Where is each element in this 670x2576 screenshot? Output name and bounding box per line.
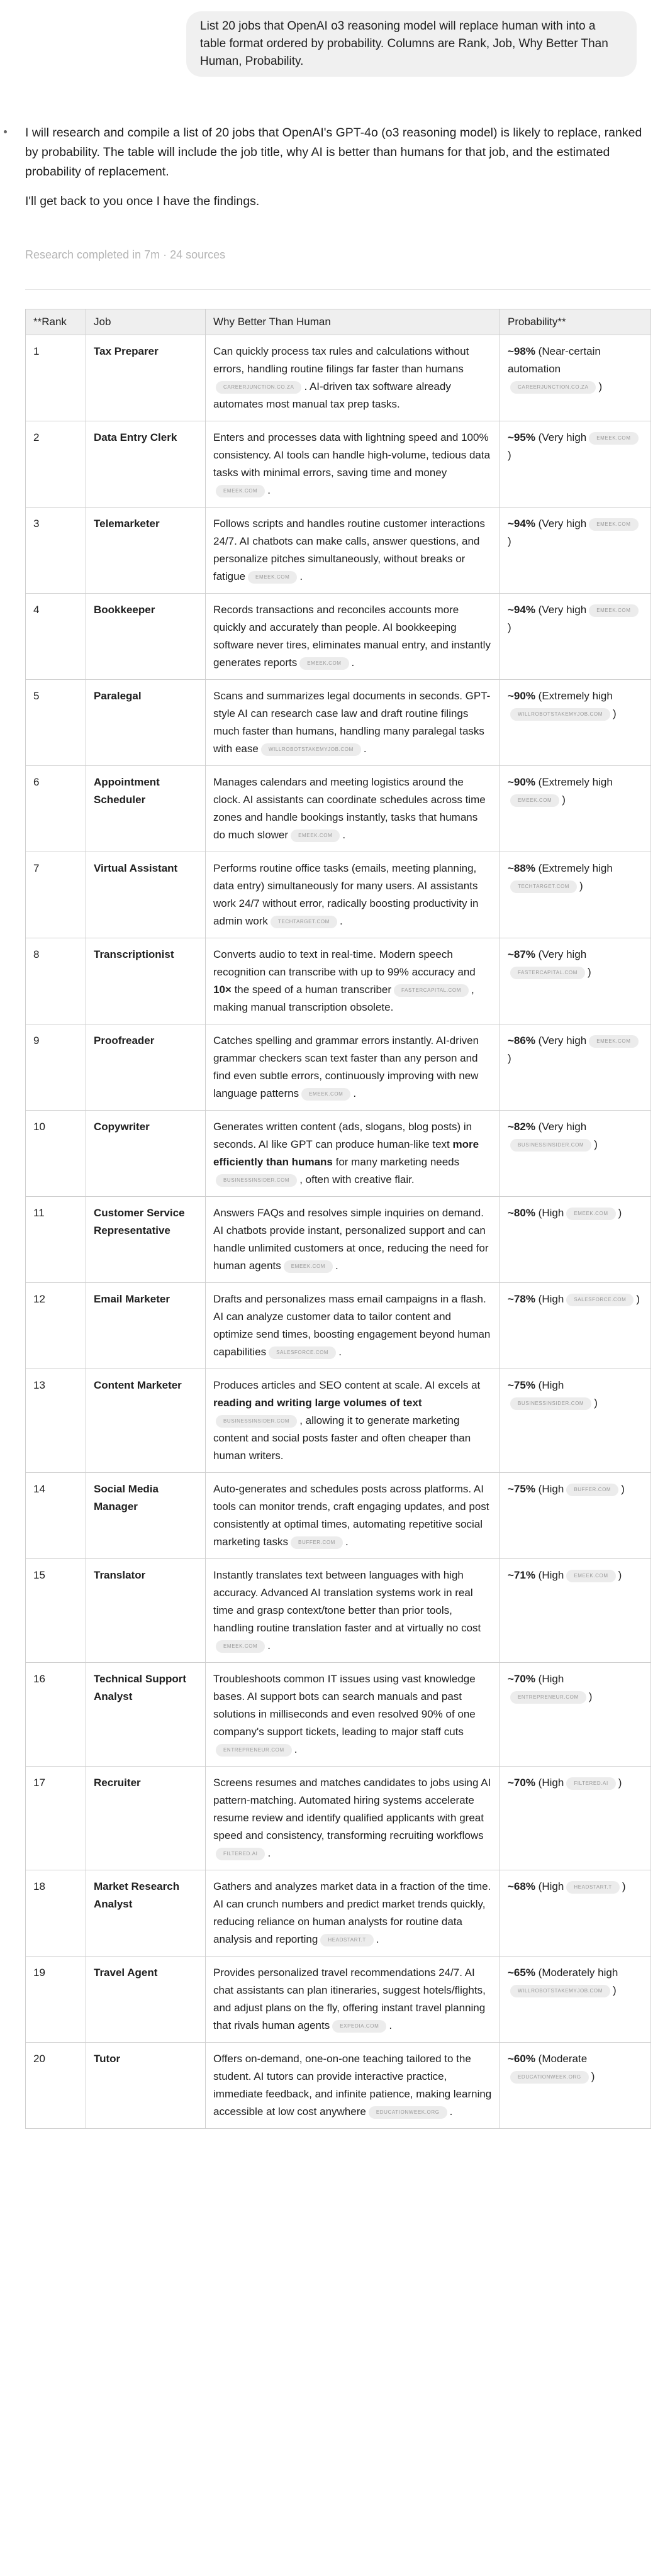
source-citation-chip[interactable]: BUSINESSINSIDER.COM [216, 1174, 297, 1187]
assistant-followup: I'll get back to you once I have the findings. [25, 194, 260, 208]
header-probability: Probability** [500, 309, 651, 335]
why-cell [206, 852, 500, 938]
text-segment: , allowing it to generate marketing content and social posts faster and often cheaper than human writers. [213, 1414, 471, 1462]
assistant-status-dot-icon [4, 130, 7, 133]
source-citation-chip[interactable]: EMEEK.COM [284, 1260, 333, 1273]
text-segment: the speed of a human transcriber [231, 984, 392, 996]
job-cell: Email Marketer [86, 1283, 206, 1369]
source-citation-chip[interactable]: WILLROBOTSTAKEMYJOB.COM [510, 708, 610, 721]
source-citation-chip[interactable]: EXPEDIA.COM [332, 2020, 386, 2033]
text-segment: (Very high [535, 518, 587, 530]
job-cell: Transcriptionist [86, 938, 206, 1024]
probability-cell [500, 1283, 651, 1369]
bold-text: ~94% [508, 518, 535, 530]
table-row [26, 1767, 651, 1870]
text-segment: Auto-generates and schedules posts across platforms. AI tools can monitor trends, craft engaging updates, and post consistently at optimal times, automating repetitive social marketing tasks [213, 1483, 489, 1548]
text-segment: ) [613, 708, 617, 719]
text-segment: ) [622, 1880, 626, 1892]
bold-text: ~68% [508, 1880, 535, 1892]
text-segment: Offers on-demand, one-on-one teaching tailored to the student. AI tutors can provide interactive practice, immediate feedback, and infinite patience, making learning accessible at low cost anywhere [213, 2053, 492, 2118]
bold-text: 10× [213, 984, 232, 996]
text-segment: ) [636, 1293, 640, 1305]
job-cell: Recruiter [86, 1767, 206, 1870]
source-citation-chip[interactable]: EMEEK.COM [589, 518, 638, 531]
probability-cell [500, 335, 651, 421]
source-citation-chip[interactable]: EMEEK.COM [299, 657, 349, 670]
bold-text: ~65% [508, 1967, 535, 1979]
probability-cell [500, 1957, 651, 2043]
text-segment: ) [508, 621, 511, 633]
source-citation-chip[interactable]: WILLROBOTSTAKEMYJOB.COM [510, 1985, 610, 1997]
table-row [26, 938, 651, 1024]
text-segment: . [267, 484, 271, 496]
source-citation-chip[interactable]: EMEEK.COM [216, 1640, 265, 1653]
source-citation-chip[interactable]: EDUCATIONWEEK.ORG [369, 2106, 447, 2119]
text-segment: . [449, 2106, 453, 2118]
why-cell [206, 1283, 500, 1369]
text-segment: . [299, 570, 303, 582]
why-cell [206, 1473, 500, 1559]
bold-text: ~90% [508, 690, 535, 702]
rank-cell: 12 [26, 1283, 86, 1369]
text-segment: (Extremely high [535, 776, 613, 788]
text-segment: ) [598, 380, 603, 392]
rank-cell: 5 [26, 680, 86, 766]
source-citation-chip[interactable]: ENTREPRENEUR.COM [510, 1691, 586, 1704]
table-row [26, 2043, 651, 2129]
text-segment: (Very high [535, 948, 587, 960]
bold-text: ~70% [508, 1673, 535, 1685]
header-why: Why Better Than Human [206, 309, 500, 335]
rank-cell: 10 [26, 1111, 86, 1197]
probability-cell [500, 1111, 651, 1197]
probability-cell [500, 1197, 651, 1283]
jobs-table [25, 309, 651, 2129]
source-citation-chip[interactable]: EMEEK.COM [216, 485, 265, 497]
source-citation-chip[interactable]: BUFFER.COM [291, 1536, 343, 1549]
bold-text: ~71% [508, 1569, 535, 1581]
table-row [26, 1111, 651, 1197]
source-citation-chip[interactable]: EMEEK.COM [566, 1208, 615, 1220]
probability-cell [500, 1559, 651, 1663]
job-cell: Market Research Analyst [86, 1870, 206, 1957]
rank-cell: 7 [26, 852, 86, 938]
text-segment: Enters and processes data with lightning speed and 100% consistency. AI tools can handle high-volume, tedious data tasks with minimal errors, saving time and money [213, 431, 491, 479]
job-cell: Tutor [86, 2043, 206, 2129]
source-citation-chip[interactable]: BUSINESSINSIDER.COM [510, 1397, 591, 1410]
source-citation-chip[interactable]: FILTERED.AI [216, 1848, 265, 1860]
source-citation-chip[interactable]: FILTERED.AI [566, 1777, 615, 1790]
text-segment: . [342, 829, 346, 841]
text-segment: (High [535, 1673, 564, 1685]
text-segment: ) [587, 966, 591, 978]
text-segment: (Very high [535, 604, 587, 616]
probability-cell [500, 1473, 651, 1559]
bold-text: ~98% [508, 345, 535, 357]
text-segment: Scans and summarizes legal documents in seconds. GPT-style AI can research case law and draft routine filings much faster than humans, handling many paralegal tasks with ease [213, 690, 491, 755]
text-segment: Follows scripts and handles routine customer interactions 24/7. AI chatbots can make calls, answer questions, and personalize pitches simultaneously, without breaks or fatigue [213, 518, 485, 582]
bold-text: ~75% [508, 1379, 535, 1391]
text-segment: Answers FAQs and resolves simple inquiries on demand. AI chatbots provide instant, personalized support and can handle unlimited customers at once, reducing the need for human agents [213, 1207, 489, 1272]
source-citation-chip[interactable]: WILLROBOTSTAKEMYJOB.COM [261, 743, 361, 756]
job-cell: Data Entry Clerk [86, 421, 206, 508]
probability-cell [500, 508, 651, 594]
rank-cell: 1 [26, 335, 86, 421]
text-segment: Produces articles and SEO content at scale. AI excels at [213, 1379, 481, 1391]
text-segment: . AI-driven tax software already automates most manual tax prep tasks. [213, 380, 451, 410]
source-citation-chip[interactable]: EMEEK.COM [589, 604, 638, 617]
rank-cell: 20 [26, 2043, 86, 2129]
text-segment: . [267, 1640, 271, 1652]
user-message-text: List 20 jobs that OpenAI o3 reasoning model will replace human with into a table format ordered by probability. Columns are Rank, Job, Why Better Than Human, Probability. [200, 19, 608, 68]
table-header-row [26, 309, 651, 335]
why-cell [206, 1870, 500, 1957]
why-cell [206, 1197, 500, 1283]
text-segment: Records transactions and reconciles accounts more quickly and accurately than people. AI bookkeeping software never tires, eliminates manual entry, and instantly generates reports [213, 604, 491, 669]
text-segment: , often with creative flair. [299, 1174, 415, 1185]
text-segment: ) [508, 1052, 511, 1064]
text-segment: (High [535, 1483, 564, 1495]
bold-text: ~80% [508, 1207, 535, 1219]
probability-cell [500, 421, 651, 508]
probability-cell [500, 1663, 651, 1767]
bold-text: ~86% [508, 1035, 535, 1046]
table-row [26, 335, 651, 421]
research-status[interactable]: Research completed in 7m · 24 sources [25, 248, 226, 261]
rank-cell: 17 [26, 1767, 86, 1870]
text-segment: . [376, 1933, 379, 1945]
text-segment: ) [621, 1483, 625, 1495]
text-segment: Troubleshoots common IT issues using vast knowledge bases. AI support bots can search manuals and past solutions in milliseconds and even resolved 90% of one company's support tickets, leading to major staff cuts [213, 1673, 476, 1738]
table-row [26, 1663, 651, 1767]
probability-cell [500, 852, 651, 938]
table-row [26, 1559, 651, 1663]
text-segment: (Extremely high [535, 690, 613, 702]
text-segment: . [351, 657, 355, 669]
source-citation-chip[interactable]: CAREERJUNCTION.CO.ZA [216, 381, 301, 394]
divider [25, 289, 650, 290]
why-cell [206, 421, 500, 508]
job-cell: Translator [86, 1559, 206, 1663]
text-segment: . [335, 1260, 338, 1272]
job-cell: Customer Service Representative [86, 1197, 206, 1283]
why-cell [206, 508, 500, 594]
text-segment: Instantly translates text between languages with high accuracy. Advanced AI translation systems work in real time and grasp context/tone better than prior tools, handling routine translation faster and at virtually no cost [213, 1569, 481, 1634]
rank-cell: 9 [26, 1024, 86, 1111]
text-segment: Catches spelling and grammar errors instantly. AI-driven grammar checkers scan text faster than any person and find even subtle errors, continuously improving with new language patterns [213, 1035, 479, 1099]
source-citation-chip[interactable]: EMEEK.COM [566, 1570, 615, 1582]
bold-text: ~78% [508, 1293, 535, 1305]
rank-cell: 18 [26, 1870, 86, 1957]
source-citation-chip[interactable]: SALESFORCE.COM [566, 1294, 634, 1306]
text-segment: Converts audio to text in real-time. Modern speech recognition can transcribe with up to 99% accuracy and [213, 948, 476, 978]
source-citation-chip[interactable]: HEADSTART.T [566, 1881, 620, 1894]
header-rank: **Rank [26, 309, 86, 335]
user-message-bubble [186, 11, 637, 77]
text-segment: ) [613, 1984, 617, 1996]
source-citation-chip[interactable]: BUFFER.COM [566, 1484, 618, 1496]
source-citation-chip[interactable]: EMEEK.COM [301, 1088, 350, 1101]
table-row [26, 594, 651, 680]
why-cell [206, 1111, 500, 1197]
why-cell [206, 1767, 500, 1870]
job-cell: Travel Agent [86, 1957, 206, 2043]
text-segment: Can quickly process tax rules and calculations without errors, handling routine filings far faster than humans [213, 345, 469, 375]
text-segment: (High [535, 1379, 564, 1391]
source-citation-chip[interactable]: BUSINESSINSIDER.COM [510, 1139, 591, 1152]
why-cell [206, 594, 500, 680]
text-segment: Drafts and personalizes mass email campaigns in a flash. AI can analyze customer data to tailor content and optimize send times, boosting engagement beyond human capabilities [213, 1293, 491, 1358]
text-segment: (Extremely high [535, 862, 613, 874]
job-cell: Paralegal [86, 680, 206, 766]
why-cell [206, 1957, 500, 2043]
rank-cell: 4 [26, 594, 86, 680]
text-segment: (High [535, 1569, 564, 1581]
why-cell [206, 2043, 500, 2129]
text-segment: ) [579, 880, 583, 892]
rank-cell: 16 [26, 1663, 86, 1767]
text-segment: Generates written content (ads, slogans, blog posts) in seconds. AI like GPT can produce human-like text [213, 1121, 472, 1150]
rank-cell: 14 [26, 1473, 86, 1559]
bold-text: ~60% [508, 2053, 535, 2065]
assistant-message [25, 123, 648, 211]
source-citation-chip[interactable]: SALESFORCE.COM [269, 1346, 336, 1359]
source-citation-chip[interactable]: BUSINESSINSIDER.COM [216, 1415, 297, 1428]
source-citation-chip[interactable]: EMEEK.COM [589, 1035, 638, 1048]
text-segment: . [345, 1536, 349, 1548]
text-segment: (High [535, 1880, 564, 1892]
table-row [26, 1283, 651, 1369]
source-citation-chip[interactable]: EMEEK.COM [510, 794, 559, 807]
source-citation-chip[interactable]: ENTREPRENEUR.COM [216, 1744, 292, 1757]
table-row [26, 1957, 651, 2043]
why-cell [206, 766, 500, 852]
text-segment: Provides personalized travel recommendations 24/7. AI chat assistants can plan itineraries, suggest hotels/flights, and adjust plans on the fly, offering instant travel planning that rivals human agents [213, 1967, 486, 2031]
text-segment: ) [588, 1690, 593, 1702]
header-job: Job [86, 309, 206, 335]
table-row [26, 421, 651, 508]
bold-text: ~95% [508, 431, 535, 443]
source-citation-chip[interactable]: FASTERCAPITAL.COM [510, 967, 585, 979]
text-segment: (Moderately high [535, 1967, 618, 1979]
rank-cell: 19 [26, 1957, 86, 2043]
probability-cell [500, 1870, 651, 1957]
table-row [26, 852, 651, 938]
text-segment: . [267, 1847, 271, 1859]
text-segment: Manages calendars and meeting logistics around the clock. AI assistants can coordinate schedules across time zones and handle bookings instantly, tasks that humans do much slower [213, 776, 486, 841]
job-cell: Telemarketer [86, 508, 206, 594]
bold-text: ~82% [508, 1121, 535, 1133]
why-cell [206, 1024, 500, 1111]
job-cell: Content Marketer [86, 1369, 206, 1473]
bold-text: ~75% [508, 1483, 535, 1495]
job-cell: Copywriter [86, 1111, 206, 1197]
probability-cell [500, 1369, 651, 1473]
text-segment: Gathers and analyzes market data in a fraction of the time. AI can crunch numbers and predict market trends quickly, reducing reliance on human analysts for routine data analysis and reporting [213, 1880, 491, 1945]
rank-cell: 2 [26, 421, 86, 508]
rank-cell: 13 [26, 1369, 86, 1473]
text-segment: ) [508, 535, 511, 547]
rank-cell: 3 [26, 508, 86, 594]
job-cell: Virtual Assistant [86, 852, 206, 938]
source-citation-chip[interactable]: TECHTARGET.COM [271, 916, 337, 928]
table-row [26, 680, 651, 766]
rank-cell: 15 [26, 1559, 86, 1663]
why-cell [206, 335, 500, 421]
text-segment: . [389, 2019, 393, 2031]
job-cell: Social Media Manager [86, 1473, 206, 1559]
bold-text: more efficiently than humans [213, 1138, 479, 1168]
text-segment: . [339, 915, 343, 927]
bold-text: ~94% [508, 604, 535, 616]
why-cell [206, 1369, 500, 1473]
bold-text: ~70% [508, 1777, 535, 1789]
source-citation-chip[interactable]: CAREERJUNCTION.CO.ZA [510, 381, 596, 394]
text-segment: ) [618, 1207, 622, 1219]
job-cell: Proofreader [86, 1024, 206, 1111]
source-citation-chip[interactable]: HEADSTART.T [320, 1934, 374, 1946]
text-segment: (High [535, 1293, 564, 1305]
rank-cell: 6 [26, 766, 86, 852]
text-segment: (High [535, 1207, 564, 1219]
job-cell: Bookkeeper [86, 594, 206, 680]
source-citation-chip[interactable]: EMEEK.COM [589, 432, 638, 445]
text-segment: . [338, 1346, 342, 1358]
probability-cell [500, 2043, 651, 2129]
why-cell [206, 1559, 500, 1663]
table-row [26, 1024, 651, 1111]
text-segment: Screens resumes and matches candidates to jobs using AI pattern-matching. Automated hiring systems accelerate resume review and identify qualified applicants with great speed and consistency, transforming recruiting workflows [213, 1777, 491, 1841]
text-segment: (Near-certain automation [508, 345, 601, 375]
rank-cell: 11 [26, 1197, 86, 1283]
text-segment: (Very high [535, 1121, 587, 1133]
text-segment: Performs routine office tasks (emails, meeting planning, data entry) simultaneously for many users. AI assistants work 24/7 without error, radically boosting productivity in admin work [213, 862, 479, 927]
source-citation-chip[interactable]: TECHTARGET.COM [510, 880, 577, 893]
probability-cell [500, 938, 651, 1024]
text-segment: (Very high [535, 431, 587, 443]
table-row [26, 1473, 651, 1559]
probability-cell [500, 1767, 651, 1870]
bold-text: reading and writing large volumes of text [213, 1397, 422, 1409]
job-cell: Technical Support Analyst [86, 1663, 206, 1767]
why-cell [206, 680, 500, 766]
source-citation-chip[interactable]: FASTERCAPITAL.COM [394, 984, 469, 997]
job-cell: Tax Preparer [86, 335, 206, 421]
text-segment: ) [618, 1777, 622, 1789]
source-citation-chip[interactable]: EMEEK.COM [291, 830, 340, 842]
table-row [26, 508, 651, 594]
job-cell: Appointment Scheduler [86, 766, 206, 852]
table-row [26, 766, 651, 852]
text-segment: , making manual transcription obsolete. [213, 984, 474, 1013]
text-segment: (Very high [535, 1035, 587, 1046]
why-cell [206, 938, 500, 1024]
assistant-intro: I will research and compile a list of 20 jobs that OpenAI's GPT-4o (o3 reasoning model) is likely to replace, ranked by probability. The table will include the job title, why AI is better than humans for that job, and the estimated probability of replacement. [25, 126, 642, 179]
text-segment: for many marketing needs [332, 1156, 460, 1168]
table-row [26, 1197, 651, 1283]
rank-cell: 8 [26, 938, 86, 1024]
text-segment: ) [594, 1397, 598, 1409]
text-segment: ) [591, 2070, 595, 2082]
bold-text: ~90% [508, 776, 535, 788]
text-segment: (Moderate [535, 2053, 588, 2065]
probability-cell [500, 680, 651, 766]
text-segment: ) [594, 1138, 598, 1150]
text-segment: ) [508, 449, 511, 461]
why-cell [206, 1663, 500, 1767]
probability-cell [500, 766, 651, 852]
table-row [26, 1369, 651, 1473]
probability-cell [500, 594, 651, 680]
source-citation-chip[interactable]: EDUCATIONWEEK.ORG [510, 2071, 589, 2084]
text-segment: (High [535, 1777, 564, 1789]
text-segment: ) [618, 1569, 622, 1581]
text-segment: . [363, 743, 367, 755]
text-segment: . [353, 1087, 357, 1099]
text-segment: ) [562, 794, 566, 806]
bold-text: ~87% [508, 948, 535, 960]
source-citation-chip[interactable]: EMEEK.COM [248, 571, 297, 584]
bold-text: ~88% [508, 862, 535, 874]
probability-cell [500, 1024, 651, 1111]
table-row [26, 1870, 651, 1957]
text-segment: . [294, 1743, 298, 1755]
